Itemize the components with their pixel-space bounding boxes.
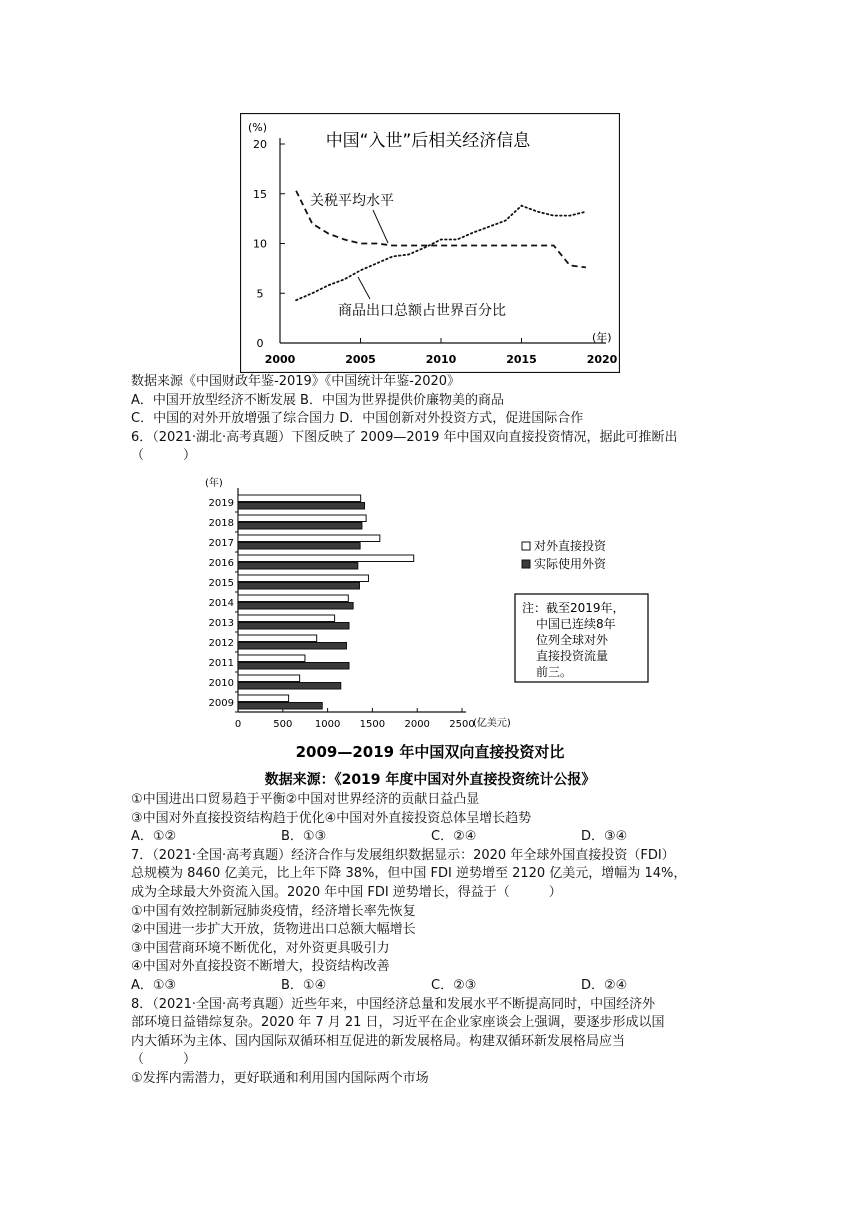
q6-items-34: ③中国对外直接投资结构趋于优化④中国对外直接投资总体呈增长趋势: [131, 810, 532, 826]
x-tick-label: 2005: [345, 353, 376, 366]
q8-stem-line2: 部环境日益错综复杂。2020 年 7 月 21 日，习近平在企业家座谈会上强调，要逐步形成以国: [131, 1015, 665, 1031]
bar-category-label: 2014: [208, 598, 234, 609]
q6-option-d: D．③④: [581, 829, 628, 845]
bar-outward-fdi: [238, 535, 380, 542]
bar-x-tick-label: 2000: [404, 719, 430, 730]
bar-utilized-fdi: [238, 663, 349, 670]
bar-outward-fdi: [238, 695, 289, 702]
bar-utilized-fdi: [238, 703, 322, 710]
x-tick-label: 2010: [425, 353, 457, 366]
bar-category-label: 2017: [208, 538, 234, 549]
bar-outward-fdi: [238, 515, 366, 522]
bar-category-label: 2010: [208, 678, 234, 689]
bar-category-label: 2016: [208, 558, 234, 569]
legend-label: 对外直接投资: [534, 539, 607, 553]
note-line: 位列全球对外: [536, 633, 609, 647]
q8-stem-line4: （ ）: [131, 1052, 197, 1068]
q7-stem-line2: 总规模为 8460 亿美元，比上年下降 38%，但中国 FDI 逆势增至 2120 亿美元，增幅为 14%，: [131, 866, 687, 882]
text-block-2: [131, 791, 731, 1089]
legend-swatch: [522, 542, 530, 550]
x-tick-label: 2015: [506, 353, 537, 366]
y-tick-label: 0: [256, 337, 264, 350]
q8-item-1: ①发挥内需潜力，更好联通和利用国内国际两个市场: [131, 1070, 429, 1086]
bar-y-unit: (年): [205, 478, 223, 489]
note-line: 中国已连续8年: [536, 617, 616, 631]
bar-utilized-fdi: [238, 583, 359, 590]
q5-options-cd: C．中国的对外开放增强了综合国力 D．中国创新对外投资方式，促进国际合作: [131, 411, 584, 427]
q6-items-12: ①中国进出口贸易趋于平衡②中国对世界经济的贡献日益凸显: [131, 792, 480, 807]
q7-item-2: ②中国进一步扩大开放，货物进出口总额大幅增长: [131, 922, 416, 938]
bar-chart-title: 2009—2019 年中国双向直接投资对比: [295, 743, 565, 761]
q7-stem-line3: 成为全球最大外资流入国。2020 年中国 FDI 逆势增长，得益于（ ）: [131, 884, 562, 900]
q7-option-b: B．①④: [281, 977, 327, 993]
bar-category-label: 2011: [208, 658, 234, 669]
q7-item-3: ③中国营商环境不断优化，对外资更具吸引力: [131, 940, 390, 956]
bar-x-tick-label: 500: [273, 719, 293, 730]
q6-option-c: C．②④: [431, 829, 477, 845]
q7-item-4: ④中国对外直接投资不断增大，投资结构改善: [131, 959, 390, 975]
y-unit: (%): [248, 121, 268, 134]
bar-outward-fdi: [238, 575, 368, 582]
y-tick-label: 15: [253, 187, 267, 201]
note-line: 注：截至2019年，: [522, 601, 625, 615]
source-note-1: 数据来源《中国财政年鉴-2019》《中国统计年鉴-2020》: [131, 374, 461, 389]
bar-outward-fdi: [238, 495, 361, 502]
x-tick-label: 2000: [264, 353, 296, 366]
y-tick-label: 10: [253, 237, 267, 251]
bar-utilized-fdi: [238, 623, 349, 630]
series-label-tariff: 关税平均水平: [310, 193, 394, 209]
chart-frame: [241, 114, 620, 373]
x-tick-label: 2020: [586, 353, 618, 366]
bar-outward-fdi: [238, 555, 414, 562]
y-tick-label: 5: [256, 287, 264, 301]
series-label-export: 商品出口总额占世界百分比: [338, 303, 506, 319]
q8-stem-line3: 内大循环为主体、国内国际双循环相互促进的新发展格局。构建双循环新发展格局应当: [131, 1033, 626, 1049]
bar-category-label: 2009: [208, 698, 234, 709]
q6-stem-line1: 6．（2021·湖北·高考真题）下图反映了 2009—2019 年中国双向直接投资情况，据此可推断出: [131, 429, 678, 445]
q7-option-c: C．②③: [431, 977, 477, 993]
bar-outward-fdi: [238, 655, 305, 662]
bar-category-label: 2019: [208, 498, 234, 509]
text-block-1: [131, 373, 731, 466]
bar-x-tick-label: 1000: [314, 719, 341, 730]
bar-outward-fdi: [238, 615, 335, 622]
fdi-bar-chart: [200, 472, 660, 792]
y-tick-label: 20: [253, 138, 267, 151]
bar-outward-fdi: [238, 595, 348, 602]
legend-swatch: [522, 560, 530, 568]
bar-outward-fdi: [238, 675, 300, 682]
bar-x-unit: (亿美元): [473, 718, 511, 729]
q7-item-1: ①中国有效控制新冠肺炎疫情，经济增长率先恢复: [131, 903, 416, 919]
bar-utilized-fdi: [238, 563, 358, 570]
bar-x-tick-label: 0: [234, 719, 242, 730]
bar-category-label: 2012: [208, 638, 234, 649]
q7-options: [131, 977, 731, 996]
bar-category-label: 2015: [208, 578, 234, 589]
bar-utilized-fdi: [238, 643, 347, 650]
bar-utilized-fdi: [238, 503, 365, 510]
q6-stem-line2: （ ）: [131, 448, 197, 464]
x-unit: (年): [592, 331, 612, 344]
q6-option-a: A．①②: [131, 829, 177, 845]
bar-utilized-fdi: [238, 683, 341, 690]
bar-x-tick-label: 1500: [359, 719, 386, 730]
chart-title: 中国“入世”后相关经济信息: [325, 131, 531, 151]
bar-category-label: 2013: [208, 618, 234, 629]
bar-chart-source: 数据来源：《2019 年度中国对外直接投资统计公报》: [264, 772, 596, 788]
bar-outward-fdi: [238, 635, 317, 642]
q7-option-a: A．①③: [131, 977, 177, 993]
q6-options: [131, 828, 731, 847]
bar-utilized-fdi: [238, 523, 362, 530]
bar-x-tick-label: 2500: [449, 719, 475, 730]
bar-utilized-fdi: [238, 543, 360, 550]
q5-options-ab: A．中国开放型经济不断发展 B．中国为世界提供价廉物美的商品: [131, 392, 504, 408]
wto-line-chart: [240, 113, 620, 373]
bar-category-label: 2018: [208, 518, 234, 529]
q8-stem-line1: 8．（2021·全国·高考真题）近些年来，中国经济总量和发展水平不断提高同时，中国经济外: [131, 996, 656, 1012]
legend-label: 实际使用外资: [534, 557, 607, 571]
q6-option-b: B．①③: [281, 829, 327, 845]
q7-stem-line1: 7．（2021·全国·高考真题）经济合作与发展组织数据显示：2020 年全球外国直接投资（FDI）: [131, 847, 675, 863]
q7-option-d: D．②④: [581, 977, 628, 993]
note-line: 直接投资流量: [536, 649, 609, 663]
bar-utilized-fdi: [238, 603, 353, 610]
note-line: 前三。: [536, 665, 573, 679]
